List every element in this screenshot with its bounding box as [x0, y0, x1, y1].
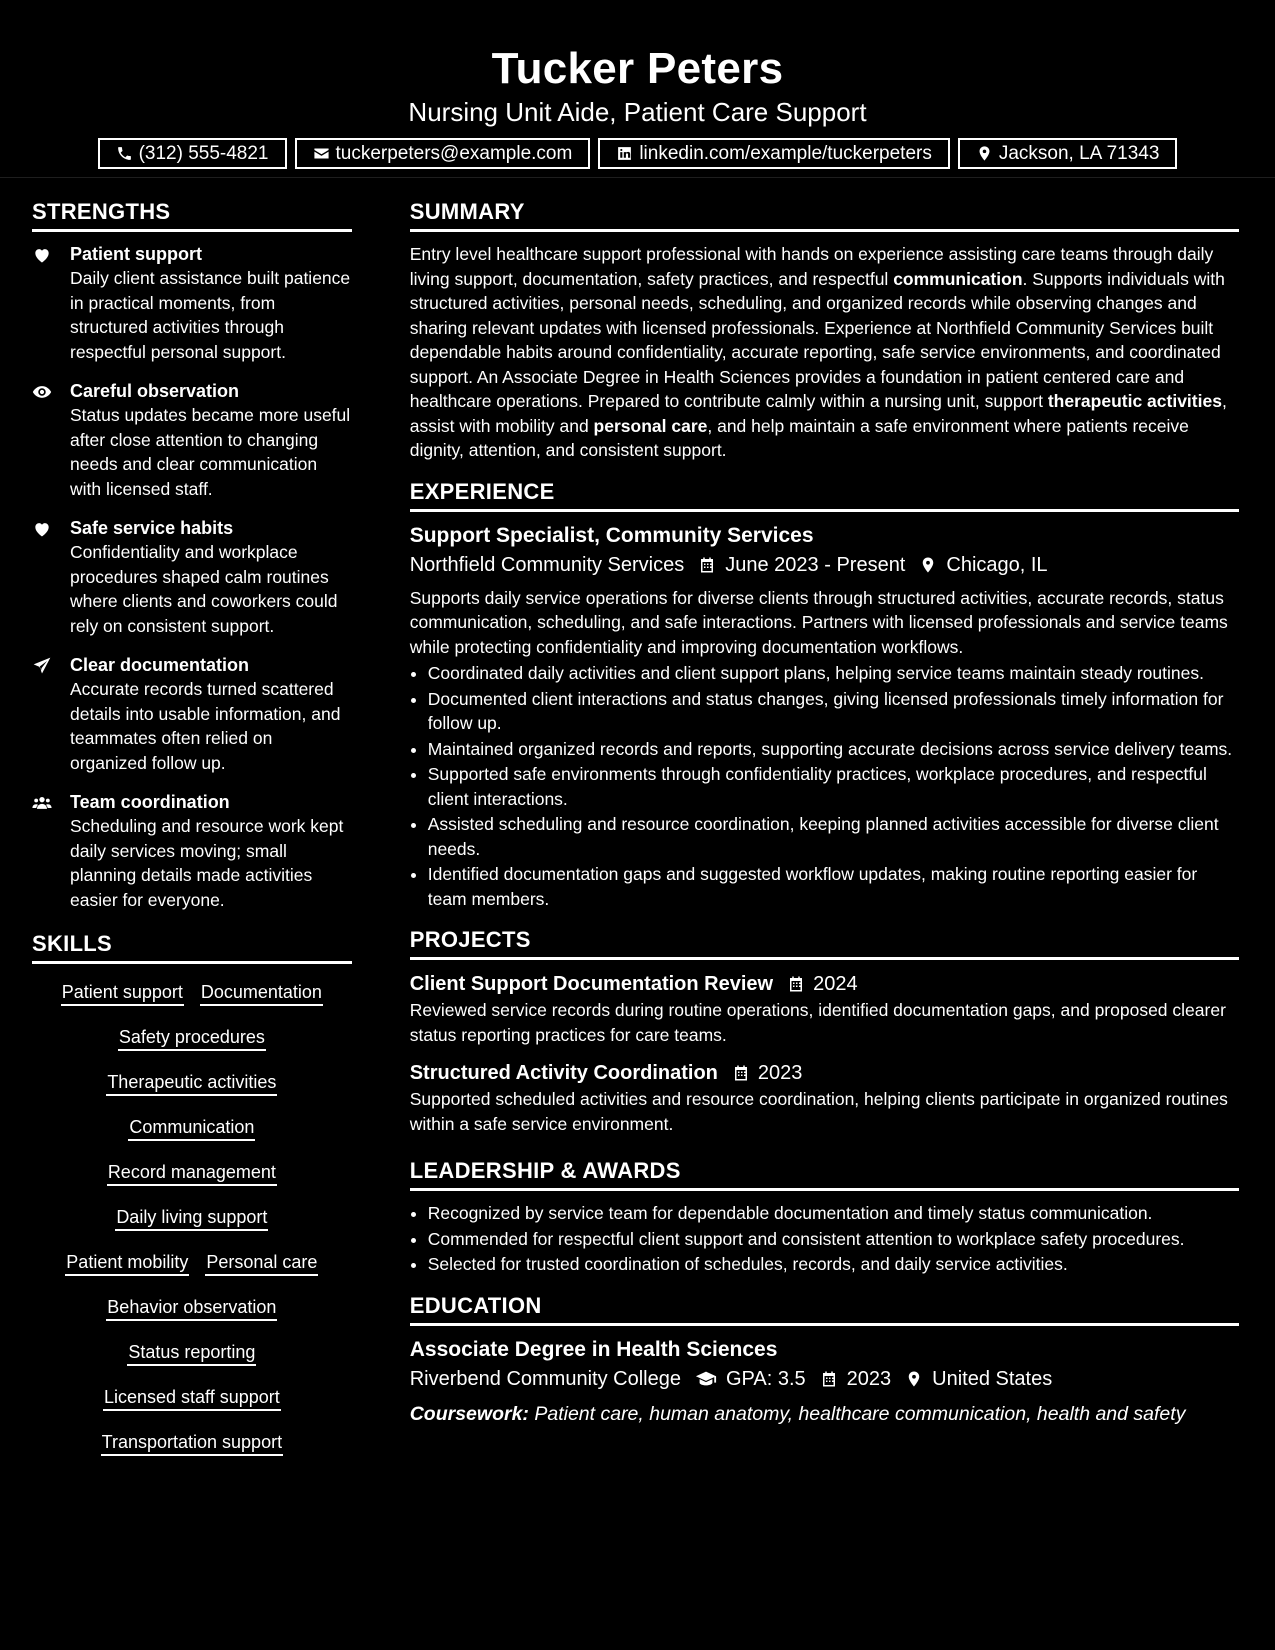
heart-icon	[32, 519, 52, 539]
map-pin-icon	[905, 1370, 923, 1388]
strength-item	[32, 242, 352, 364]
contact-bar	[0, 138, 1275, 169]
education-heading: EDUCATION	[410, 1289, 1239, 1326]
list-item: • Commended for respectful client support and consistent attention to workplace safety procedures.	[428, 1227, 1239, 1252]
school-name: Riverbend Community College	[409, 1367, 681, 1390]
strength-desc: Daily client assistance built patience in practical moments, from structured activities through respectful personal support.	[70, 268, 351, 362]
calendar-icon	[732, 1064, 750, 1082]
project-year: 2023	[757, 1062, 803, 1084]
heart-icon	[32, 245, 52, 265]
strength-title: Team coordination	[70, 792, 230, 812]
contact-linkedin[interactable]	[598, 138, 950, 169]
skill-tag: Communication	[128, 1115, 255, 1141]
list-item: • Recognized by service team for dependable documentation and timely status communication.	[428, 1201, 1239, 1226]
strength-item	[32, 516, 352, 638]
calendar-icon	[698, 556, 716, 574]
summary-section	[410, 195, 1239, 463]
skill-tag: Therapeutic activities	[106, 1070, 277, 1096]
skill-tag: Record management	[107, 1160, 277, 1186]
strength-desc: Status updates became more useful after close attention to changing needs and clear communication with licensed staff.	[70, 405, 351, 499]
skill-tag: Status reporting	[127, 1340, 256, 1366]
graduation-cap-icon	[695, 1368, 717, 1390]
skill-tag: Patient support	[61, 980, 184, 1006]
strength-desc: Confidentiality and workplace procedures shaped calm routines where clients and coworkers could rely on consistent support.	[70, 542, 338, 636]
summary-heading: SUMMARY	[410, 195, 1239, 232]
contact-text: tuckerpeters@example.com	[335, 143, 573, 164]
degree-title: Associate Degree in Health Sciences	[409, 1337, 778, 1361]
strengths-heading: STRENGTHS	[32, 195, 352, 232]
skills-list	[32, 980, 352, 1456]
linkedin-icon	[616, 145, 633, 162]
project-title-row	[410, 1059, 1239, 1087]
projects-section	[410, 923, 1239, 1136]
project-year: 2024	[813, 973, 858, 995]
leadership-bullets	[410, 1201, 1239, 1277]
users-icon	[32, 793, 52, 813]
calendar-icon	[820, 1370, 838, 1388]
candidate-title: Nursing Unit Aide, Patient Care Support	[408, 97, 867, 127]
contact-text: Jackson, LA 71343	[998, 143, 1160, 164]
phone-icon	[116, 145, 133, 162]
strength-title: Patient support	[70, 244, 203, 264]
strength-title: Clear documentation	[70, 655, 250, 675]
strength-title: Careful observation	[70, 381, 240, 401]
strength-title: Safe service habits	[70, 518, 234, 538]
projects-heading: PROJECTS	[410, 923, 1239, 960]
strength-desc: Scheduling and resource work kept daily services moving; small planning details made activities easier for everyone.	[70, 816, 344, 910]
skills-heading: SKILLS	[32, 927, 352, 964]
gpa: GPA: 3.5	[725, 1367, 806, 1390]
calendar-icon	[787, 975, 805, 993]
leadership-heading: LEADERSHIP & AWARDS	[410, 1154, 1239, 1191]
contact-phone[interactable]	[98, 138, 287, 169]
list-item: • Documented client interactions and status changes, giving licensed professionals timely information for follow up.	[428, 687, 1239, 736]
job-meta	[410, 550, 1239, 580]
skill-tag: Personal care	[205, 1250, 318, 1276]
summary-text: Entry level healthcare support professional with hands on experience assisting care teams through daily living support, documentation, safety practices, and respectful communication. Supports individuals with structured activities, personal needs, scheduling, and organized records while observing changes and sharing relevant updates with licensed professionals. Experience at Northfield Community Services built dependable habits around confidentiality, accurate reporting, safe service environments, and coordinated support. An Associate Degree in Health Sciences provides a foundation in patient centered care and healthcare operations. Prepared to contribute calmly within a nursing unit, support therapeutic activities, assist with mobility and personal care, and help maintain a safe environment where patients receive dignity, attention, and consistent support.	[409, 244, 1227, 460]
envelope-icon	[313, 145, 330, 162]
paper-plane-icon	[32, 656, 52, 676]
company-name: Northfield Community Services	[409, 553, 685, 576]
resume-header	[0, 0, 1275, 178]
job-bullets	[410, 661, 1239, 911]
skill-tag: Documentation	[200, 980, 323, 1006]
education-location: United States	[932, 1367, 1053, 1390]
skill-tag: Licensed staff support	[103, 1385, 281, 1411]
skill-tag: Daily living support	[115, 1205, 268, 1231]
project-title-row	[410, 970, 1239, 998]
contact-location	[958, 138, 1178, 169]
coursework-label: Coursework:	[409, 1402, 529, 1425]
experience-heading: EXPERIENCE	[410, 475, 1239, 512]
project-title: Structured Activity Coordination	[409, 1062, 718, 1084]
graduation-year: 2023	[846, 1367, 892, 1390]
eye-icon	[32, 382, 52, 402]
map-pin-icon	[976, 145, 993, 162]
map-pin-icon	[919, 556, 937, 574]
project-desc: Supported scheduled activities and resource coordination, helping clients participate in organized routines within a safe service environment.	[409, 1089, 1228, 1134]
contact-text: linkedin.com/example/tuckerpeters	[639, 143, 932, 164]
strength-item	[32, 653, 352, 775]
candidate-name: Tucker Peters	[491, 44, 784, 93]
job-location: Chicago, IL	[946, 553, 1048, 576]
strength-desc: Accurate records turned scattered details into usable information, and teammates often relied on organized follow up.	[70, 679, 341, 773]
contact-text: (312) 555-4821	[138, 143, 269, 164]
left-column	[32, 195, 352, 1475]
strength-item	[32, 790, 352, 912]
project-title: Client Support Documentation Review	[409, 973, 774, 995]
project-desc: Reviewed service records during routine operations, identified documentation gaps, and proposed clearer status reporting practices for care teams.	[409, 1000, 1226, 1045]
skill-tag: Transportation support	[101, 1430, 283, 1456]
list-item: • Maintained organized records and reports, supporting accurate decisions across service delivery teams.	[428, 737, 1239, 762]
coursework	[410, 1400, 1239, 1428]
job-title: Support Specialist, Community Services	[409, 523, 814, 547]
list-item: • Coordinated daily activities and client support plans, helping service teams maintain steady routines.	[428, 661, 1239, 686]
list-item: • Supported safe environments through confidentiality practices, workplace procedures, and respectful client interactions.	[428, 762, 1239, 811]
skill-tag: Patient mobility	[65, 1250, 189, 1276]
skill-tag: Behavior observation	[106, 1295, 277, 1321]
coursework-text: Patient care, human anatomy, healthcare communication, health and safety	[534, 1402, 1186, 1425]
list-item: • Selected for trusted coordination of schedules, records, and daily service activities.	[428, 1252, 1239, 1277]
education-meta	[410, 1364, 1239, 1394]
skill-tag: Safety procedures	[118, 1025, 266, 1051]
list-item: • Identified documentation gaps and suggested workflow updates, making routine reporting easier for team members.	[428, 862, 1239, 911]
leadership-section	[410, 1154, 1239, 1277]
experience-section	[410, 475, 1239, 912]
contact-email[interactable]	[295, 138, 591, 169]
right-column	[410, 195, 1239, 1475]
job-description: Supports daily service operations for diverse clients through structured activities, accurate records, status communication, scheduling, and safe interactions. Partners with licensed professionals and service teams while protecting confidentiality and improving documentation workflows.	[409, 587, 1228, 657]
education-section	[410, 1289, 1239, 1428]
list-item: • Assisted scheduling and resource coordination, keeping planned activities accessible for diverse client needs.	[428, 812, 1239, 861]
job-dates: June 2023 - Present	[725, 553, 906, 576]
strength-item	[32, 379, 352, 501]
